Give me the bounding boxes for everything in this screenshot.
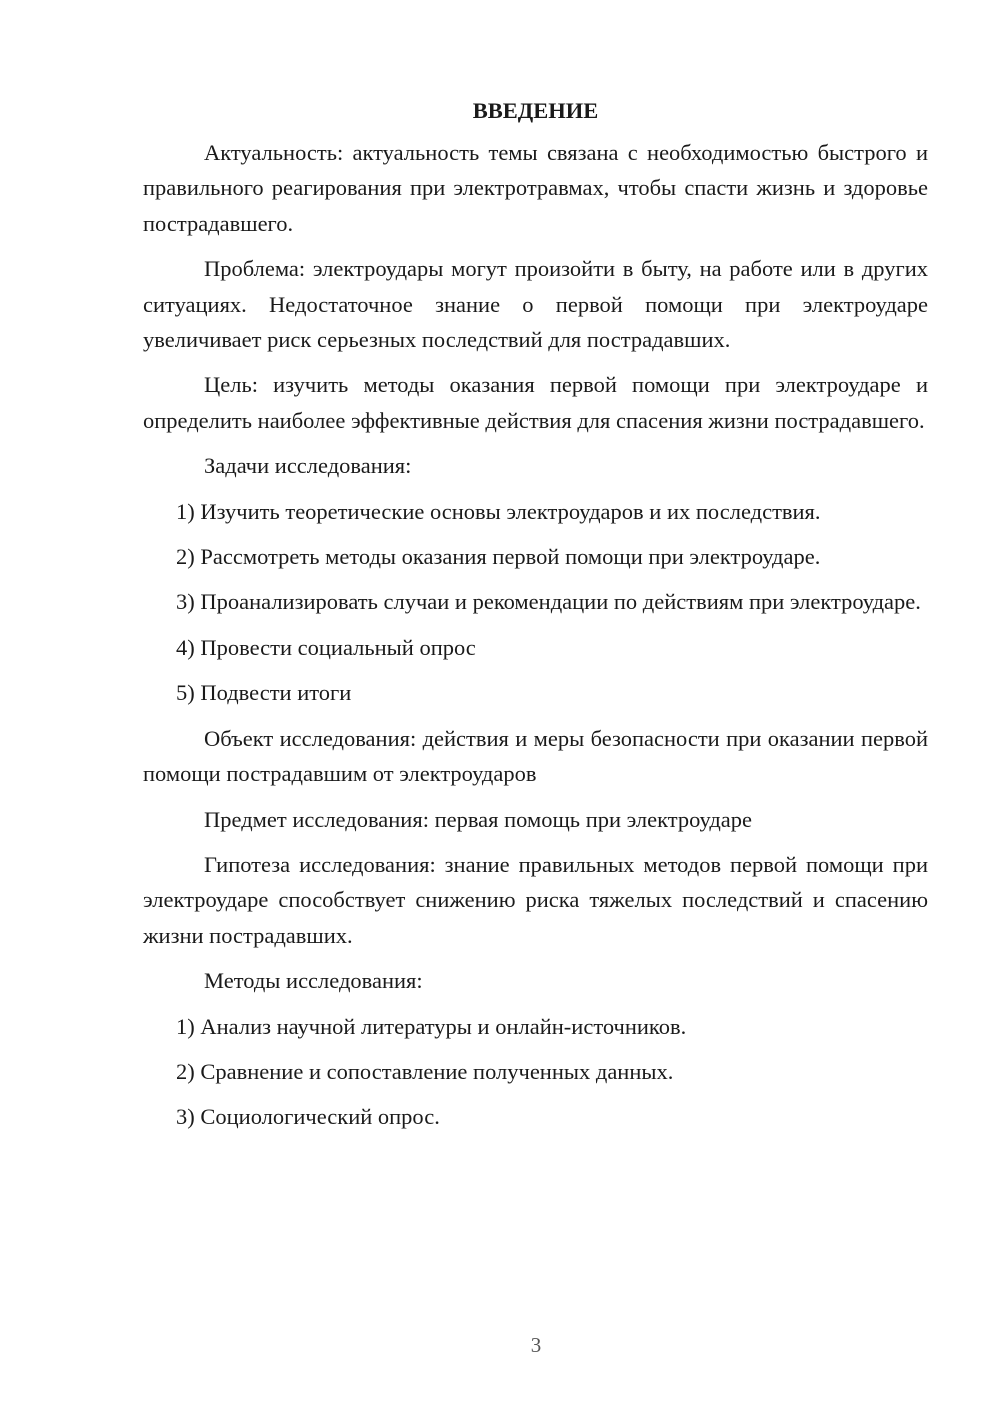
list-item-task-1: 1) Изучить теоретические основы электроударов и их последствия. (176, 498, 821, 524)
list-item-task-4: 4) Провести социальный опрос (176, 634, 476, 660)
paragraph-goal: Цель: изучить методы оказания первой помощи при электроударе и определить наиболее эффективные действия для спасения жизни пострадавшего. (143, 372, 928, 433)
document-body (143, 96, 928, 1145)
paragraph-hypothesis: Гипотеза исследования: знание правильных методов первой помощи при электроударе способствует снижению риска тяжелых последствий и спасению жизни пострадавших. (143, 851, 928, 948)
section-title: ВВЕДЕНИЕ (472, 98, 599, 123)
paragraph-relevance: Актуальность: актуальность темы связана с необходимостью быстрого и правильного реагирования при электротравмах, чтобы спасти жизнь и здоровье пострадавшего. (143, 140, 928, 236)
list-item-method-2: 2) Сравнение и сопоставление полученных данных. (176, 1058, 674, 1084)
list-item-method-1: 1) Анализ научной литературы и онлайн-источников. (176, 1013, 687, 1039)
list-item-task-2: 2) Рассмотреть методы оказания первой помощи при электроударе. (176, 544, 821, 570)
list-item-task-5: 5) Подвести итоги (176, 680, 352, 706)
paragraph-methods-heading: Методы исследования: (204, 968, 423, 994)
page-number: 3 (530, 1333, 542, 1357)
paragraph-object: Объект исследования: действия и меры безопасности при оказании первой помощи пострадавшим от электроударов (143, 725, 928, 787)
paragraph-tasks-heading: Задачи исследования: (204, 453, 412, 479)
list-item-method-3: 3) Социологический опрос. (176, 1104, 440, 1130)
paragraph-problem: Проблема: электроудары могут произойти в быту, на работе или в других ситуациях. Недостаточное знание о первой помощи при электроударе увеличивает риск серьезных последствий для пострадавших. (143, 256, 928, 353)
paragraph-subject: Предмет исследования: первая помощь при электроударе (204, 806, 753, 832)
list-item-task-3: 3) Проанализировать случаи и рекомендации по действиям при электроударе. (176, 589, 921, 615)
